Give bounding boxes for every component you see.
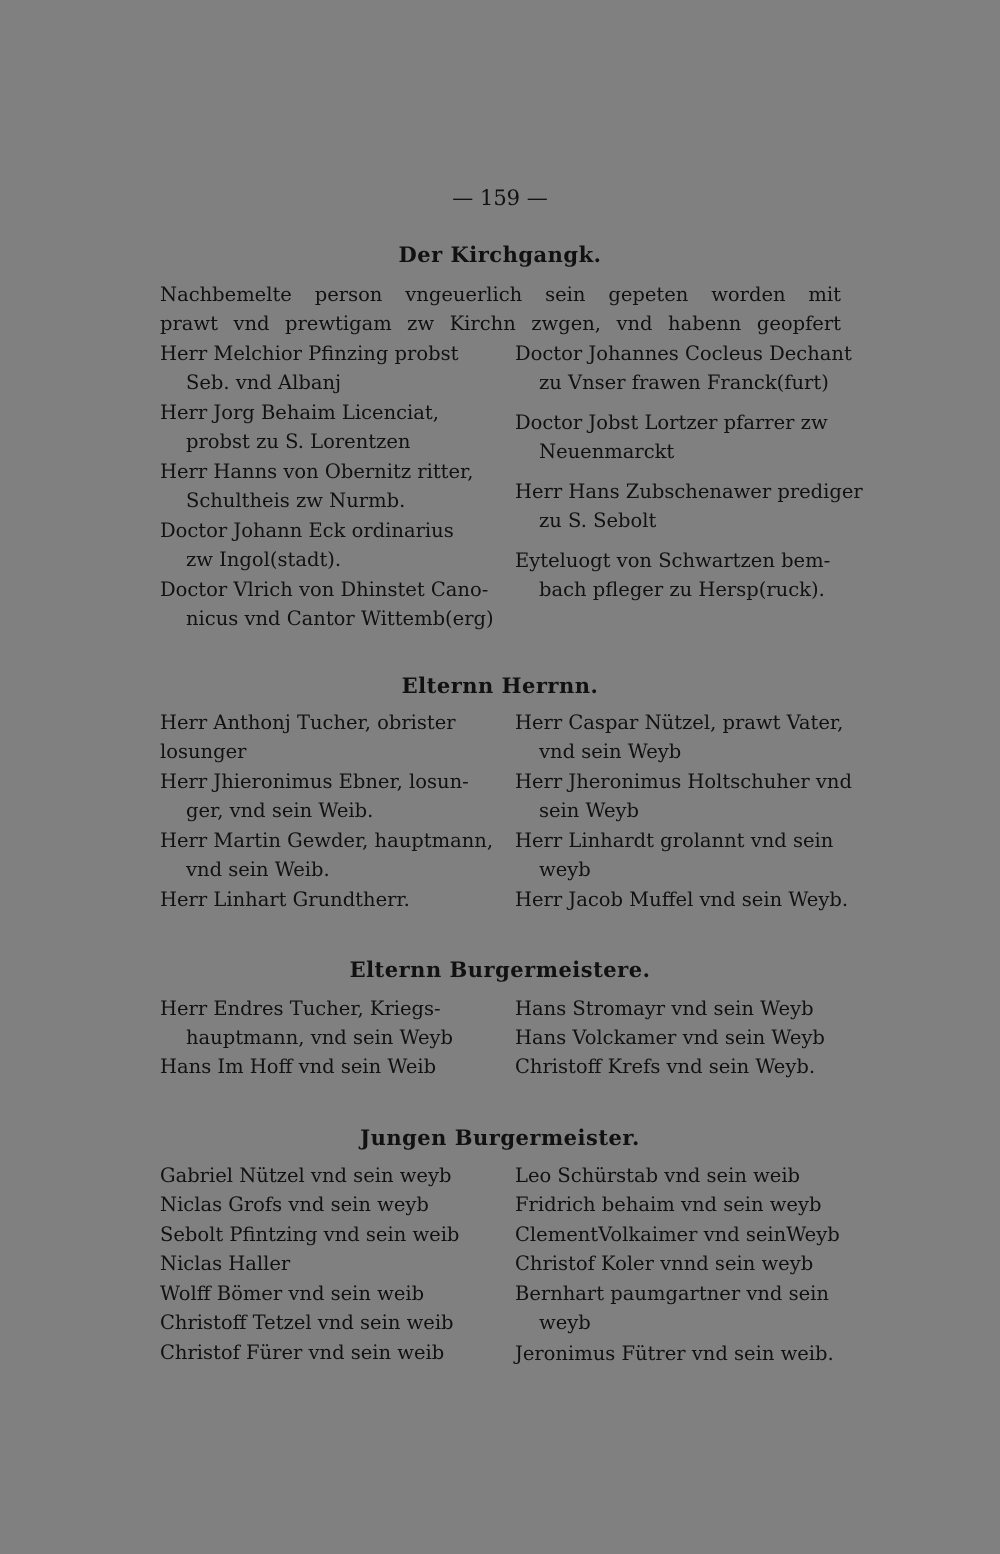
guest-line: Herr Linhart Grundtherr. <box>160 888 410 911</box>
guest-line: vnd sein Weib. <box>186 858 330 881</box>
guest-line: Herr Jhieronimus Ebner, losun- <box>160 770 469 793</box>
guest-line: Herr Caspar Nützel, prawt Vater, <box>515 711 844 734</box>
guest-line: Herr Hans Zubschenawer prediger <box>515 480 863 503</box>
guest-line: zw Ingol(stadt). <box>186 548 342 571</box>
guest-line: bach pfleger zu Hersp(ruck). <box>539 578 825 601</box>
guest-line: weyb <box>539 1311 591 1334</box>
guest-line: zu S. Sebolt <box>539 509 657 532</box>
guest-line: Christoff Krefs vnd sein Weyb. <box>515 1055 816 1078</box>
guest-line: Herr Jorg Behaim Licenciat, <box>160 401 439 424</box>
guest-line: Christoff Tetzel vnd sein weib <box>160 1311 454 1334</box>
guest-line: Neuenmarckt <box>539 440 675 463</box>
guest-line: Herr Hanns von Obernitz ritter, <box>160 460 474 483</box>
guest-line: Seb. vnd Albanj <box>186 371 342 394</box>
guest-line: hauptmann, vnd sein Weyb <box>186 1026 453 1049</box>
guest-line: Herr Martin Gewder, hauptmann, <box>160 829 494 852</box>
guest-line: Gabriel Nützel vnd sein weyb <box>160 1164 452 1187</box>
section-heading-jungen-burgermeister: Jungen Burgermeister. <box>360 1125 640 1150</box>
guest-line: Herr Jacob Muffel vnd sein Weyb. <box>515 888 849 911</box>
section-heading-elternn-herrnn: Elternn Herrnn. <box>401 673 599 698</box>
guest-line: Herr Linhardt grolannt vnd sein <box>515 829 834 852</box>
guest-line: Herr Endres Tucher, Kriegs- <box>160 997 441 1020</box>
guest-line: Wolff Bömer vnd sein weib <box>160 1282 425 1305</box>
guest-line: ger, vnd sein Weib. <box>186 799 374 822</box>
guest-line: vnd sein Weyb <box>539 740 682 763</box>
guest-line: probst zu S. Lorentzen <box>186 430 411 453</box>
guest-line: nicus vnd Cantor Wittemb(erg) <box>186 607 494 630</box>
guest-line: Doctor Johann Eck ordinarius <box>160 519 454 542</box>
guest-line: Sebolt Pfintzing vnd sein weib <box>160 1223 460 1246</box>
guest-line: Doctor Jobst Lortzer pfarrer zw <box>515 411 828 434</box>
guest-line: Eyteluogt von Schwartzen bem- <box>515 549 831 572</box>
guest-line: losunger <box>160 740 247 763</box>
guest-line: Leo Schürstab vnd sein weib <box>515 1164 801 1187</box>
section-heading-kirchgangk: Der Kirchgangk. <box>398 242 602 267</box>
guest-line: Jeronimus Fütrer vnd sein weib. <box>515 1342 834 1365</box>
guest-line: Schultheis zw Nurmb. <box>186 489 406 512</box>
guest-line: sein Weyb <box>539 799 640 822</box>
guest-line: Niclas Haller <box>160 1252 291 1275</box>
page-number: — 159 — <box>452 186 548 210</box>
guest-line: Bernhart paumgartner vnd sein <box>515 1282 829 1305</box>
guest-line: Hans Stromayr vnd sein Weyb <box>515 997 814 1020</box>
guest-line: weyb <box>539 858 591 881</box>
guest-line: Christof Fürer vnd sein weib <box>160 1341 445 1364</box>
guest-line: Christof Koler vnnd sein weyb <box>515 1252 814 1275</box>
intro-line-2: prawt vnd prewtigam zw Kirchn zwgen, vnd habenn geopfert <box>160 312 841 335</box>
guest-line: zu Vnser frawen Franck(furt) <box>539 371 829 394</box>
guest-line: Herr Jheronimus Holtschuher vnd <box>515 770 852 793</box>
intro-line-1: Nachbemelte person vngeuerlich sein gepeten worden mit <box>160 283 841 306</box>
guest-line: Fridrich behaim vnd sein weyb <box>515 1193 822 1216</box>
section-heading-elternn-burgermeistere: Elternn Burgermeistere. <box>349 957 651 982</box>
guest-line: ClementVolkaimer vnd seinWeyb <box>515 1223 840 1246</box>
guest-line: Doctor Johannes Cocleus Dechant <box>515 342 852 365</box>
guest-line: Niclas Grofs vnd sein weyb <box>160 1193 429 1216</box>
guest-line: Herr Melchior Pfinzing probst <box>160 342 459 365</box>
guest-line: Doctor Vlrich von Dhinstet Cano- <box>160 578 489 601</box>
guest-line: Hans Im Hoff vnd sein Weib <box>160 1055 437 1078</box>
guest-line: Herr Anthonj Tucher, obrister <box>160 711 456 734</box>
guest-line: Hans Volckamer vnd sein Weyb <box>515 1026 825 1049</box>
